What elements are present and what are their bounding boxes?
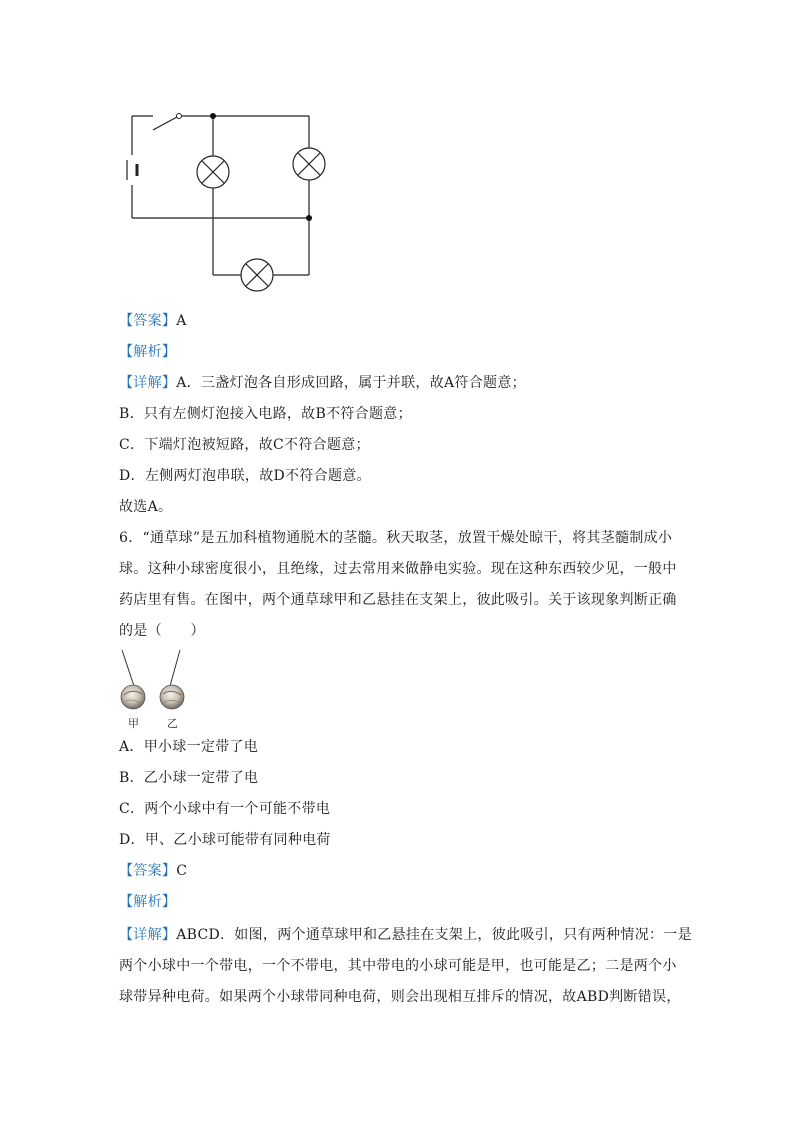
bulb-right-icon — [293, 148, 325, 180]
pith-balls-figure — [112, 648, 202, 732]
q6-stem-line2: 球。这种小球密度很小，且绝缘，过去常用来做静电实验。现在这种东西较少见，一般中 — [119, 561, 677, 577]
answer-tag: 【答案】 — [119, 863, 177, 879]
q6-detail-line1 — [119, 925, 692, 945]
switch-blade — [153, 117, 177, 130]
q6-detail-line2: 两个小球中一个带电，一个不带电，其中带电的小球可能是甲，也可能是乙；二是两个小 — [119, 958, 677, 974]
detail-tag: 【详解】 — [119, 375, 177, 391]
label-jia: 甲 — [128, 717, 139, 730]
q6-option-b: B．乙小球一定带了电 — [119, 770, 259, 786]
thread-yi — [170, 650, 180, 686]
q6-stem-line1: 6．“通草球”是五加科植物通脱木的茎髓。秋天取茎，放置干燥处晾干，将其茎髓制成小 — [119, 530, 673, 546]
detail-tag: 【详解】 — [119, 927, 177, 943]
bulb-bottom-icon — [241, 259, 273, 291]
ball-jia-icon — [121, 685, 145, 709]
q5-line-d: D．左侧两灯泡串联，故D不符合题意。 — [119, 468, 371, 484]
thread-jia — [122, 650, 134, 686]
detail-text: A．三盏灯泡各自形成回路，属于并联，故A符合题意； — [176, 375, 526, 391]
answer-value: A — [176, 313, 187, 329]
q5-detail-line — [119, 373, 526, 393]
q5-answer-line — [119, 311, 187, 331]
junction-top — [210, 113, 216, 119]
q6-option-d: D．甲、乙小球可能带有同种电荷 — [119, 832, 331, 848]
q6-option-c: C．两个小球中有一个可能不带电 — [119, 801, 331, 817]
circuit-diagram — [115, 100, 345, 300]
q5-line-b: B．只有左侧灯泡接入电路，故B不符合题意； — [119, 406, 412, 422]
q6-stem-line3: 药店里有售。在图中，两个通草球甲和乙悬挂在支架上，彼此吸引。关于该现象判断正确 — [119, 592, 677, 608]
q6-answer-line — [119, 861, 187, 881]
answer-value: C — [176, 863, 188, 879]
q5-line-c: C．下端灯泡被短路，故C不符合题意； — [119, 437, 370, 453]
analysis-tag: 【解析】 — [119, 344, 177, 360]
detail-text: ABCD．如图，两个通草球甲和乙悬挂在支架上，彼此吸引，只有两种情况：一是 — [176, 927, 692, 943]
ball-yi-icon — [160, 685, 184, 709]
label-yi: 乙 — [167, 717, 178, 730]
answer-tag: 【答案】 — [119, 313, 177, 329]
q6-option-a: A．甲小球一定带了电 — [119, 739, 259, 755]
q6-stem-line4: 的是（ ） — [119, 623, 205, 639]
q6-detail-line3: 球带异种电荷。如果两个小球带同种电荷，则会出现相互排斥的情况，故ABD判断错误， — [119, 989, 681, 1005]
bulb-left-icon — [197, 156, 229, 188]
q6-analysis-line — [119, 892, 176, 912]
switch-contact — [177, 114, 182, 119]
q5-analysis-line — [119, 342, 176, 362]
q5-conclusion: 故选A。 — [119, 499, 173, 515]
junction-right — [306, 215, 312, 221]
analysis-tag: 【解析】 — [119, 894, 177, 910]
